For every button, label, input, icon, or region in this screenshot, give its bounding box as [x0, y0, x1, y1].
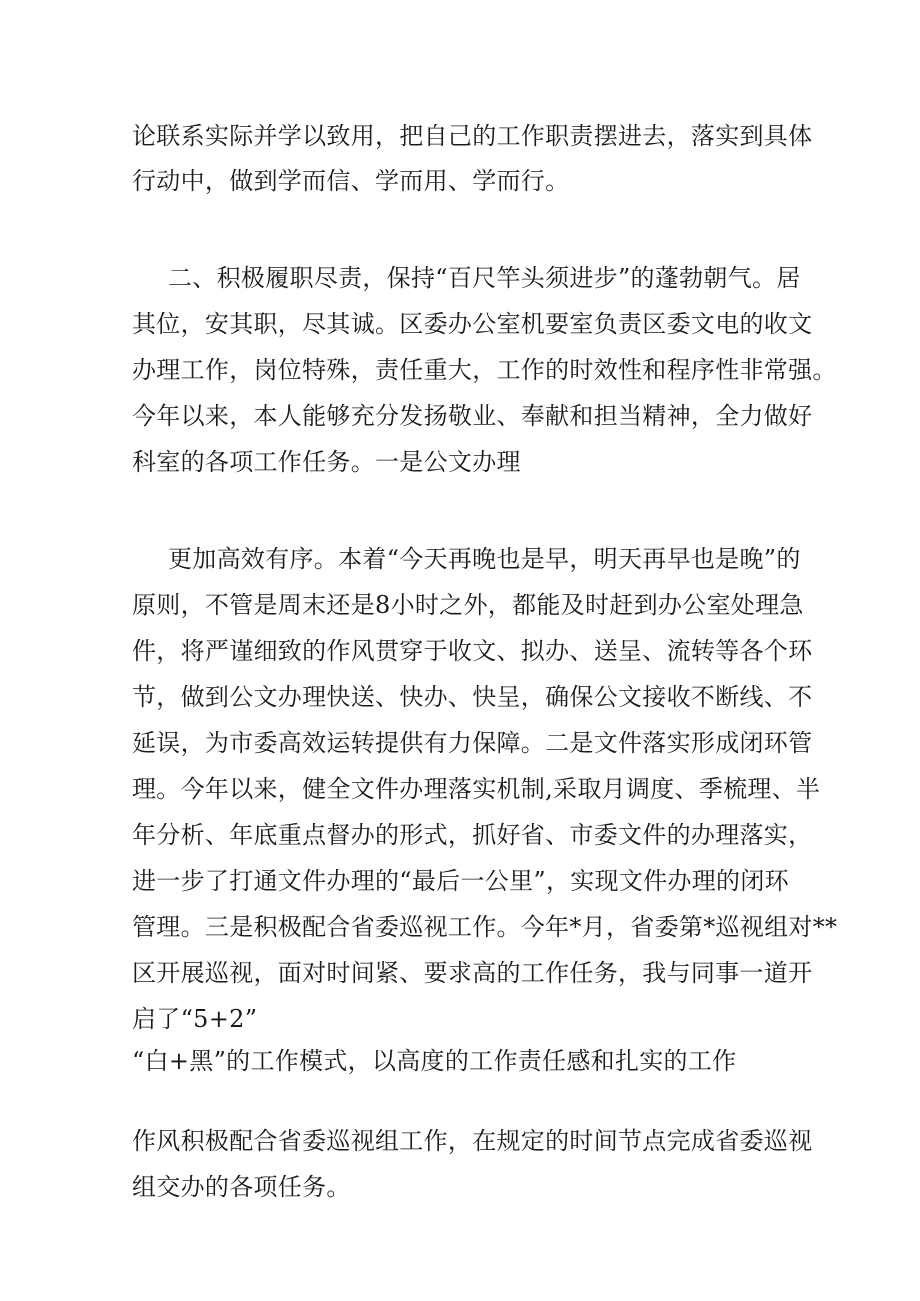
paragraph-2-line-1: 二、积极履职尽责，保持“百尺竿头须进步”的蓬勃朝气。居: [168, 264, 801, 292]
paragraph-3-line-7: 年分析、年底重点督办的形式，抓好省、市委文件的办理落实，: [132, 821, 813, 849]
paragraph-3-line-10: 区开展巡视，面对时间紧、要求高的工作任务，我与同事一道开: [132, 959, 813, 987]
paragraph-3-line-3: 件，将严谨细致的作风贯穿于收文、拟办、送呈、流转等各个环: [132, 637, 813, 665]
paragraph-3-line-6: 理。今年以来，健全文件办理落实机制,采取月调度、季梳理、半: [132, 775, 821, 803]
paragraph-2-line-3: 办理工作，岗位特殊，责任重大，工作的时效性和程序性非常强。: [132, 356, 837, 384]
paragraph-2-line-4: 今年以来，本人能够充分发扬敬业、奉献和担当精神，全力做好: [132, 402, 813, 430]
paragraph-3-line-11: 启了“5+2”: [132, 1005, 258, 1033]
paragraph-1-line-1: 论联系实际并学以致用，把自己的工作职责摆进去，落实到具体: [132, 122, 813, 150]
paragraph-4-line-2: 组交办的各项任务。: [132, 1173, 351, 1201]
paragraph-3-line-4: 节，做到公文办理快送、快办、快呈，确保公文接收不断线、不: [132, 683, 813, 711]
paragraph-3-line-1: 更加高效有序。本着“今天再晚也是早，明天再早也是晚”的: [168, 545, 801, 573]
paragraph-2-line-5: 科室的各项工作任务。一是公文办理: [132, 448, 521, 476]
paragraph-3-line-5: 延误，为市委高效运转提供有力保障。二是文件落实形成闭环管: [132, 729, 813, 757]
paragraph-3-line-12: “白+黑”的工作模式，以高度的工作责任感和扎实的工作: [132, 1047, 737, 1075]
paragraph-3-line-9: 管理。三是积极配合省委巡视工作。今年*月，省委第*巡视组对**: [132, 913, 838, 941]
paragraph-3-line-8: 进一步了打通文件办理的“最后一公里”，实现文件办理的闭环: [132, 867, 789, 895]
paragraph-2-line-2: 其位，安其职，尽其诚。区委办公室机要室负责区委文电的收文: [132, 310, 813, 338]
paragraph-1-line-2: 行动中，做到学而信、学而用、学而行。: [132, 167, 570, 195]
paragraph-3-line-2: 原则，不管是周末还是8小时之外，都能及时赶到办公室处理急: [132, 591, 804, 619]
paragraph-4-line-1: 作风积极配合省委巡视组工作，在规定的时间节点完成省委巡视: [132, 1127, 813, 1155]
